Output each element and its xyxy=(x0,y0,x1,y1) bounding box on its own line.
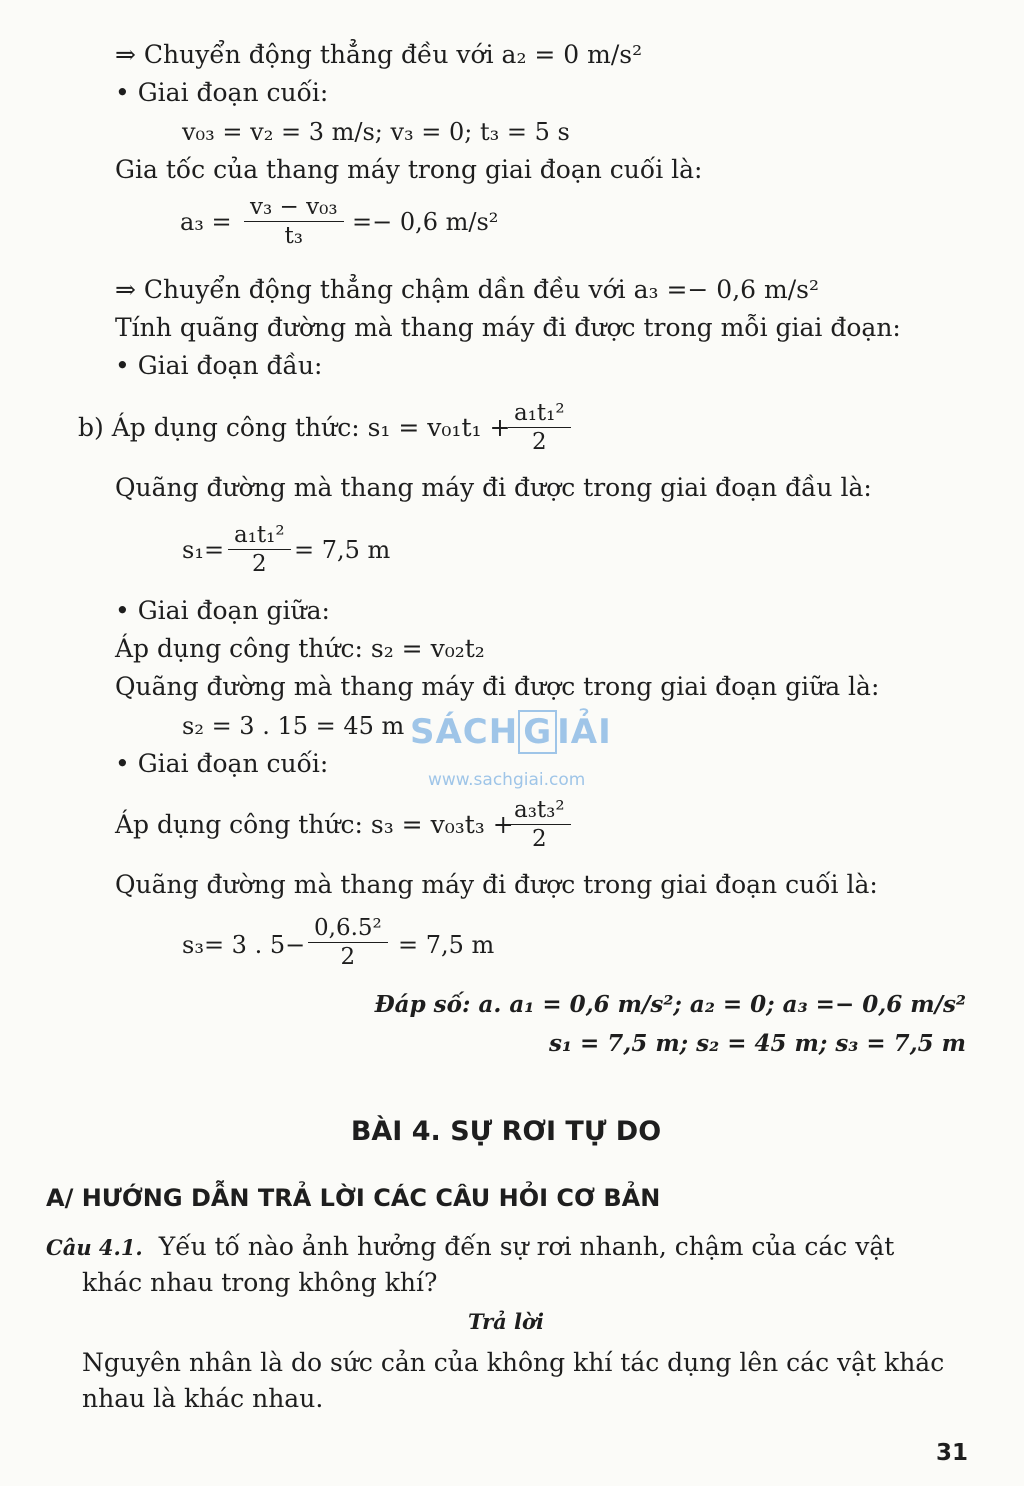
answer-heading: Trả lời xyxy=(467,1309,545,1334)
eq-s1-right: = 7,5 m xyxy=(294,536,391,564)
question-text-2: khác nhau trong không khí? xyxy=(82,1268,438,1297)
eq-s1-formula-numerator: a₁t₁² xyxy=(514,400,565,426)
bullet-final-stage-2: • Giai đoạn cuối: xyxy=(115,749,329,778)
eq-a3-right: =− 0,6 m/s² xyxy=(352,208,499,236)
eq-s3-right: = 7,5 m xyxy=(398,931,495,959)
line-decelerated-motion: ⇒ Chuyển động thẳng chậm dần đều với a₃ =− 0,6 m/s² xyxy=(115,275,819,304)
watermark-logo xyxy=(410,710,612,754)
eq-s1-formula-fraction xyxy=(508,399,571,456)
eq-s3-formula-left: Áp dụng công thức: s₃ = v₀₃t₃ + xyxy=(115,810,514,839)
question-label: Câu 4.1. xyxy=(46,1235,143,1260)
eq-s3-formula-numerator: a₃t₃² xyxy=(514,797,565,823)
question-4-1 xyxy=(46,1232,894,1263)
watermark-logo-right: IẢI xyxy=(557,712,612,752)
answer-text-1: Nguyên nhân là do sức cản của không khí tác dụng lên các vật khác xyxy=(82,1348,945,1377)
eq-s1-formula-denominator: 2 xyxy=(531,429,547,455)
eq-s3-formula-fraction xyxy=(508,796,571,853)
eq-a3-denominator: t₃ xyxy=(284,223,303,249)
bullet-first-stage: • Giai đoạn đầu: xyxy=(115,351,323,380)
eq-a3-numerator: v₃ − v₀₃ xyxy=(250,194,338,220)
eq-a3-left: a₃ = xyxy=(180,208,232,236)
line-distance-intro: Tính quãng đường mà thang máy đi được trong mỗi giai đoạn: xyxy=(115,313,901,342)
eq-s3-fraction xyxy=(308,914,388,971)
eq-s2: s₂ = 3 . 15 = 45 m xyxy=(182,712,405,740)
eq-s1-numerator: a₁t₁² xyxy=(234,522,285,548)
eq-s1-left: s₁= xyxy=(182,536,225,564)
eq-s3-formula-denominator: 2 xyxy=(531,826,547,852)
watermark-logo-left: SÁCH xyxy=(410,712,519,752)
final-answer-line-2: s₁ = 7,5 m; s₂ = 45 m; s₃ = 7,5 m xyxy=(549,1030,966,1057)
line-distance-middle: Quãng đường mà thang máy đi được trong giai đoạn giữa là: xyxy=(115,672,880,701)
lesson-title: BÀI 4. SỰ RƠI TỰ DO xyxy=(350,1116,662,1147)
question-text-1: Yếu tố nào ảnh hưởng đến sự rơi nhanh, chậm của các vật xyxy=(158,1232,895,1261)
section-heading: A/ HƯỚNG DẪN TRẢ LỜI CÁC CÂU HỎI CƠ BẢN xyxy=(46,1184,661,1212)
line-acceleration-final: Gia tốc của thang máy trong giai đoạn cuối là: xyxy=(115,155,703,184)
final-answer-line-1: Đáp số: a. a₁ = 0,6 m/s²; a₂ = 0; a₃ =− 0,6 m/s² xyxy=(374,991,966,1018)
bullet-middle-stage: • Giai đoạn giữa: xyxy=(115,596,330,625)
answer-text-2: nhau là khác nhau. xyxy=(82,1384,324,1413)
final-stage-values: v₀₃ = v₂ = 3 m/s; v₃ = 0; t₃ = 5 s xyxy=(182,118,570,146)
eq-a3-fraction xyxy=(244,193,344,250)
eq-s3-numerator: 0,6.5² xyxy=(314,915,382,941)
eq-s1-fraction xyxy=(228,521,291,578)
line-distance-final: Quãng đường mà thang máy đi được trong giai đoạn cuối là: xyxy=(115,870,878,899)
eq-s1-denominator: 2 xyxy=(251,551,267,577)
line-distance-first: Quãng đường mà thang máy đi được trong giai đoạn đầu là: xyxy=(115,473,872,502)
line-s2-formula: Áp dụng công thức: s₂ = v₀₂t₂ xyxy=(115,634,485,663)
eq-s1-formula-left: b) Áp dụng công thức: s₁ = v₀₁t₁ + xyxy=(78,413,511,442)
watermark-url: www.sachgiai.com xyxy=(428,770,586,790)
line-uniform-motion: ⇒ Chuyển động thẳng đều với a₂ = 0 m/s² xyxy=(115,40,643,69)
page-number: 31 xyxy=(936,1440,969,1466)
bullet-final-stage: • Giai đoạn cuối: xyxy=(115,78,329,107)
eq-s3-denominator: 2 xyxy=(340,944,356,970)
eq-s3-left: s₃= 3 . 5− xyxy=(182,931,306,959)
watermark-logo-g: G xyxy=(518,710,557,754)
